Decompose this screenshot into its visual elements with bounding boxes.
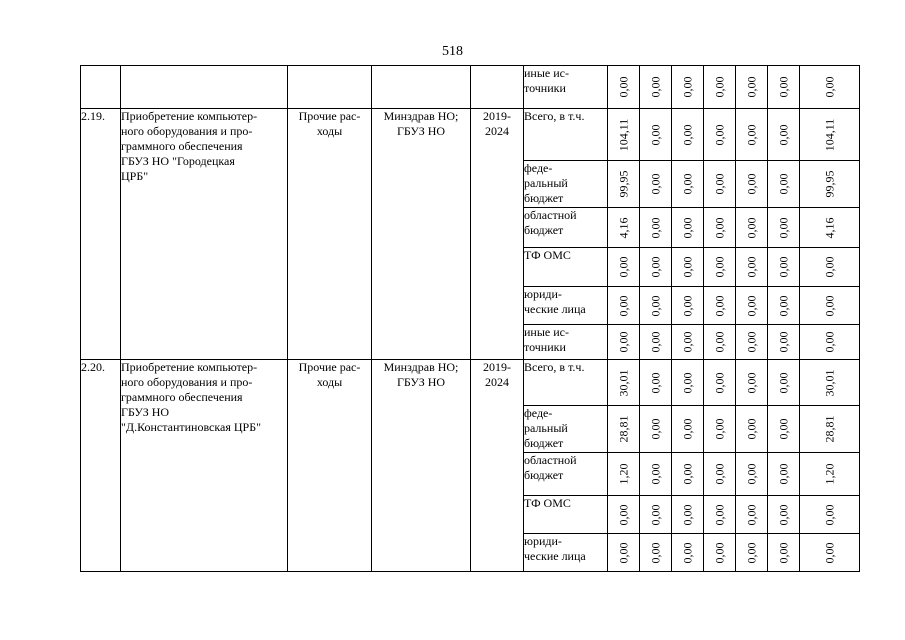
value-text: 0,00 [822, 295, 836, 316]
source-cell: иные ис- точники [524, 325, 608, 360]
value-text: 0,00 [680, 124, 694, 145]
value-text: 0,00 [616, 295, 630, 316]
value-text: 0,00 [776, 372, 790, 393]
value-cell [672, 287, 704, 325]
value-text: 0,00 [776, 504, 790, 525]
category-cell [288, 66, 372, 109]
value-text: 0,00 [744, 542, 758, 563]
value-text: 30,01 [822, 369, 836, 396]
value-text: 0,00 [616, 76, 630, 98]
value-text: 0,00 [712, 256, 726, 278]
value-text: 0,00 [744, 463, 758, 485]
value-text: 0,00 [712, 76, 726, 98]
value-text: 0,00 [776, 331, 790, 353]
value-text: 0,00 [744, 418, 758, 440]
value-cell [640, 496, 672, 534]
value-cell [800, 534, 860, 572]
value-cell [640, 161, 672, 208]
value-text: 0,00 [712, 504, 726, 525]
value-text: 0,00 [648, 295, 662, 316]
executor-cell [372, 66, 471, 109]
value-text: 0,00 [776, 217, 790, 238]
value-cell [672, 496, 704, 534]
source-cell: феде- ральный бюджет [524, 161, 608, 208]
value-text: 4,16 [822, 217, 836, 238]
value-cell [736, 534, 768, 572]
value-cell [640, 360, 672, 406]
value-text: 0,00 [744, 295, 758, 316]
value-text: 0,00 [680, 76, 694, 98]
value-cell [736, 109, 768, 161]
entry-executor: Минздрав НО; ГБУЗ НО [372, 109, 471, 360]
table-row [81, 109, 860, 161]
value-cell [672, 161, 704, 208]
value-cell [608, 161, 640, 208]
value-cell [640, 534, 672, 572]
value-cell [672, 66, 704, 109]
source-cell: юриди- ческие лица [524, 287, 608, 325]
value-cell [768, 406, 800, 453]
value-cell [736, 406, 768, 453]
value-cell [640, 406, 672, 453]
value-text: 0,00 [680, 372, 694, 393]
source-cell: иные ис- точники [524, 66, 608, 109]
value-cell [704, 287, 736, 325]
value-cell [800, 453, 860, 496]
entry-name: Приобретение компьютер- ного оборудования и про- граммного обеспечения ГБУЗ НО "Д.Константиновская ЦРБ" [121, 360, 288, 572]
value-text: 1,20 [822, 463, 836, 485]
entry-name: Приобретение компьютер- ного оборудования и про- граммного обеспечения ГБУЗ НО "Городецкая ЦРБ" [121, 109, 288, 360]
value-cell [704, 248, 736, 287]
value-cell [608, 534, 640, 572]
page-number: 518 [442, 44, 463, 59]
value-text: 1,20 [616, 463, 630, 485]
source-cell: Всего, в т.ч. [524, 360, 608, 406]
source-cell: ТФ ОМС [524, 248, 608, 287]
value-text: 0,00 [776, 463, 790, 485]
value-text: 0,00 [648, 124, 662, 145]
value-cell [704, 534, 736, 572]
value-text: 0,00 [744, 217, 758, 238]
value-text: 0,00 [680, 504, 694, 525]
value-cell [704, 325, 736, 360]
value-cell [768, 161, 800, 208]
value-text: 0,00 [648, 217, 662, 238]
value-text: 0,00 [744, 124, 758, 145]
value-cell [768, 287, 800, 325]
value-cell [672, 248, 704, 287]
value-cell [736, 360, 768, 406]
value-text: 0,00 [680, 331, 694, 353]
value-cell [672, 534, 704, 572]
value-cell [800, 406, 860, 453]
value-cell [736, 453, 768, 496]
value-cell [672, 325, 704, 360]
value-cell [800, 287, 860, 325]
value-text: 0,00 [712, 295, 726, 316]
value-cell [640, 453, 672, 496]
entry-category: Прочие рас- ходы [288, 360, 372, 572]
entry-period: 2019- 2024 [471, 360, 524, 572]
value-cell [608, 109, 640, 161]
value-text: 0,00 [822, 542, 836, 563]
value-text: 0,00 [712, 372, 726, 393]
value-cell [672, 208, 704, 248]
entry-number: 2.20. [81, 360, 121, 572]
value-cell [736, 287, 768, 325]
value-cell [736, 496, 768, 534]
value-text: 99,95 [616, 170, 630, 198]
value-text: 0,00 [648, 542, 662, 563]
value-text: 0,00 [712, 331, 726, 353]
value-cell [768, 496, 800, 534]
value-cell [800, 161, 860, 208]
value-text: 0,00 [648, 76, 662, 98]
value-text: 0,00 [616, 504, 630, 525]
value-cell [736, 325, 768, 360]
value-text: 0,00 [822, 256, 836, 278]
value-cell [704, 109, 736, 161]
value-cell [704, 66, 736, 109]
value-cell [640, 248, 672, 287]
value-text: 0,00 [648, 372, 662, 393]
entry-executor: Минздрав НО; ГБУЗ НО [372, 360, 471, 572]
value-text: 0,00 [744, 173, 758, 195]
source-cell: феде- ральный бюджет [524, 406, 608, 453]
value-text: 0,00 [776, 76, 790, 98]
value-cell [608, 496, 640, 534]
value-text: 0,00 [776, 295, 790, 316]
value-cell [672, 406, 704, 453]
value-text: 0,00 [648, 463, 662, 485]
value-text: 0,00 [616, 256, 630, 278]
value-cell [768, 360, 800, 406]
value-cell [608, 248, 640, 287]
table-row [81, 360, 860, 406]
value-text: 4,16 [616, 217, 630, 238]
value-cell [768, 534, 800, 572]
value-cell [768, 325, 800, 360]
value-cell [640, 109, 672, 161]
value-text: 0,00 [648, 331, 662, 353]
value-cell [608, 325, 640, 360]
value-cell [640, 66, 672, 109]
value-text: 0,00 [744, 372, 758, 393]
entry-period: 2019- 2024 [471, 109, 524, 360]
value-text: 0,00 [776, 173, 790, 195]
value-text: 0,00 [744, 256, 758, 278]
source-cell: Всего, в т.ч. [524, 109, 608, 161]
entry-category: Прочие рас- ходы [288, 109, 372, 360]
value-text: 0,00 [822, 504, 836, 525]
value-text: 0,00 [776, 418, 790, 440]
value-text: 0,00 [680, 256, 694, 278]
value-cell [800, 325, 860, 360]
value-text: 0,00 [680, 418, 694, 440]
value-text: 0,00 [648, 504, 662, 525]
value-text: 99,95 [822, 170, 836, 198]
value-cell [704, 453, 736, 496]
value-text: 0,00 [822, 76, 836, 98]
source-cell: ТФ ОМС [524, 496, 608, 534]
value-cell [704, 161, 736, 208]
value-cell [672, 360, 704, 406]
entry-number: 2.19. [81, 109, 121, 360]
value-text: 0,00 [712, 542, 726, 563]
source-cell: юриди- ческие лица [524, 534, 608, 572]
value-cell [608, 453, 640, 496]
value-cell [736, 248, 768, 287]
table-row [81, 66, 860, 109]
value-cell [768, 208, 800, 248]
value-cell [768, 453, 800, 496]
num-cell [81, 66, 121, 109]
name-cell [121, 66, 288, 109]
value-text: 0,00 [712, 217, 726, 238]
value-text: 104,11 [822, 118, 836, 151]
value-text: 28,81 [616, 415, 630, 443]
value-cell [768, 66, 800, 109]
value-cell [608, 360, 640, 406]
value-text: 0,00 [712, 418, 726, 440]
value-cell [640, 208, 672, 248]
value-text: 0,00 [712, 463, 726, 485]
value-text: 0,00 [680, 463, 694, 485]
value-text: 0,00 [822, 331, 836, 353]
value-cell [800, 208, 860, 248]
value-text: 0,00 [648, 256, 662, 278]
value-cell [640, 325, 672, 360]
value-cell [608, 66, 640, 109]
value-cell [800, 496, 860, 534]
value-text: 0,00 [776, 256, 790, 278]
value-cell [800, 360, 860, 406]
value-cell [800, 109, 860, 161]
value-cell [704, 360, 736, 406]
value-text: 0,00 [648, 418, 662, 440]
value-cell [768, 109, 800, 161]
value-cell [704, 208, 736, 248]
value-cell [608, 406, 640, 453]
value-text: 30,01 [616, 369, 630, 396]
source-cell: областной бюджет [524, 208, 608, 248]
value-text: 28,81 [822, 415, 836, 443]
value-text: 0,00 [776, 542, 790, 563]
value-text: 0,00 [744, 76, 758, 98]
value-text: 0,00 [680, 542, 694, 563]
source-cell: областной бюджет [524, 453, 608, 496]
value-cell [672, 453, 704, 496]
value-cell [672, 109, 704, 161]
value-text: 0,00 [712, 124, 726, 145]
value-text: 0,00 [744, 331, 758, 353]
value-text: 0,00 [680, 295, 694, 316]
value-cell [736, 161, 768, 208]
value-cell [768, 248, 800, 287]
value-cell [800, 248, 860, 287]
value-text: 0,00 [680, 217, 694, 238]
value-text: 0,00 [616, 331, 630, 353]
value-text: 0,00 [744, 504, 758, 525]
value-text: 0,00 [648, 173, 662, 195]
value-cell [704, 406, 736, 453]
value-cell [640, 287, 672, 325]
budget-table [80, 65, 860, 572]
value-cell [800, 66, 860, 109]
period-cell [471, 66, 524, 109]
value-text: 0,00 [680, 173, 694, 195]
value-text: 0,00 [776, 124, 790, 145]
value-cell [608, 287, 640, 325]
value-cell [736, 66, 768, 109]
value-cell [704, 496, 736, 534]
value-text: 0,00 [712, 173, 726, 195]
value-text: 104,11 [616, 118, 630, 151]
value-cell [608, 208, 640, 248]
value-text: 0,00 [616, 542, 630, 563]
value-cell [736, 208, 768, 248]
